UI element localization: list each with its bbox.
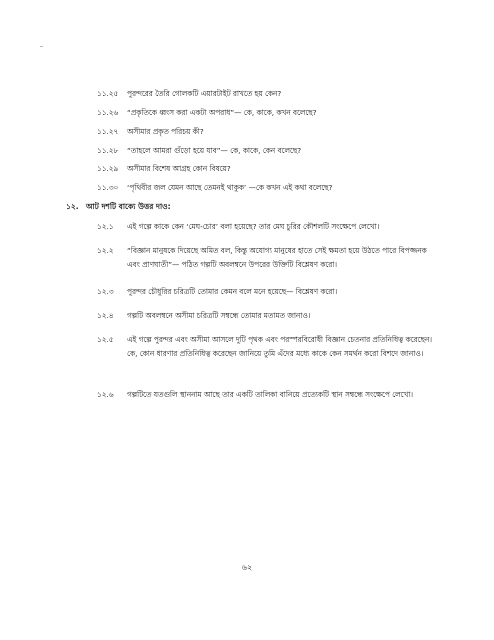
section-number: ১২. <box>66 202 79 211</box>
question-12-6 <box>97 388 439 402</box>
question-11-29 <box>97 162 437 176</box>
question-number: ১২.৫ <box>97 335 114 344</box>
question-text: “বিজ্ঞান মানুষকে দিয়েছে অমিত বল, কিন্তু অযোগ্য মানুষের হাতে সেই ক্ষমতা হয়ে উঠতে পারে বিপজ্জনক এবং প্রাণঘাতী”— পঠিত গল্পটি অবলম্বনে উপরের উক্তিটি বিশ্লেষণ করো। <box>127 246 427 269</box>
question-text: অসীমার বিশেষ আগ্রহ কোন বিষয়ে? <box>127 164 231 173</box>
question-number: ১১.২৬ <box>97 108 119 117</box>
question-number: ১১.৩০ <box>97 183 119 192</box>
question-text: পুরন্দরের তৈরি গোলকটি এয়ারটাইট রাখতে হয় কেন? <box>127 89 282 98</box>
question-text: অসীমার প্রকৃত পরিচয় কী? <box>127 127 204 136</box>
page-number: ৬২ <box>241 563 253 572</box>
question-11-27 <box>97 125 437 139</box>
question-number: ১১.২৮ <box>97 146 119 155</box>
question-text: ‘পৃথিবীর জল যেমন আছে তেমনই থাকুক’ —কে কখন এই কথা বলেছে? <box>127 183 333 192</box>
question-12-2 <box>97 244 439 272</box>
question-text: “তাহলে আমরা গুঁড়ো হয়ে যাব”— কে, কাকে, কেন বলেছে? <box>127 146 302 155</box>
question-number: ১২.৬ <box>97 390 114 399</box>
question-11-26 <box>97 106 437 120</box>
question-number: ১১.২৫ <box>97 89 119 98</box>
question-text: “প্রকৃতিকে ধ্বংস করা একটা অপরাধ”— কে, কাকে, কখন বলেছে? <box>127 108 317 117</box>
question-12-3 <box>97 285 439 299</box>
question-number: ১১.২৭ <box>97 127 119 136</box>
question-text: এই গল্পে পুরন্দর এবং অসীমা আসলে দুটি পৃথক এবং পরস্পরবিরোধী বিজ্ঞান চেতনার প্রতিনিধিত্ব করেছেন। কে, কোন ধারণার প্রতিনিধিত্ব করেছেন জানিয়ে তুমি এঁদের মধ্যে কাকে কেন সমর্থন করো বিশদে জানাও। <box>127 335 432 358</box>
question-text: গল্পটি অবলম্বনে অসীমা চরিত্রটি সম্বন্ধে তোমার মতামত জানাও। <box>127 311 311 320</box>
question-text: এই গল্পে কাকে কেন ‘মেঘ-চোর’ বলা হয়েছে? তার মেঘ চুরির কৌশলটি সংক্ষেপে লেখো। <box>127 222 380 231</box>
question-11-25 <box>97 87 437 101</box>
question-number: ১২.৩ <box>97 287 114 296</box>
question-12-4 <box>97 309 439 323</box>
question-11-30 <box>97 181 437 195</box>
question-11-28 <box>97 144 437 158</box>
question-12-5 <box>97 333 439 361</box>
section-title: আট দশটি বাক্যে উত্তর দাও: <box>86 202 171 211</box>
question-number: ১১.২৯ <box>97 164 119 173</box>
section-12-heading <box>66 200 171 214</box>
question-number: ১২.১ <box>97 222 114 231</box>
question-number: ১২.২ <box>97 246 114 255</box>
question-12-1 <box>97 220 439 234</box>
question-text: পুরন্দর চৌধুরির চরিত্রটি তোমার কেমন বলে মনে হয়েছে— বিশ্লেষণ করো। <box>127 287 338 296</box>
question-number: ১২.৪ <box>97 311 114 320</box>
question-text: গল্পটিতে যতগুলি স্থাননাম আছে তার একটি তালিকা বানিয়ে প্রত্যেকটি স্থান সম্বন্ধে সংক্ষেপে লেখো। <box>127 390 413 399</box>
scan-mark <box>40 46 43 47</box>
